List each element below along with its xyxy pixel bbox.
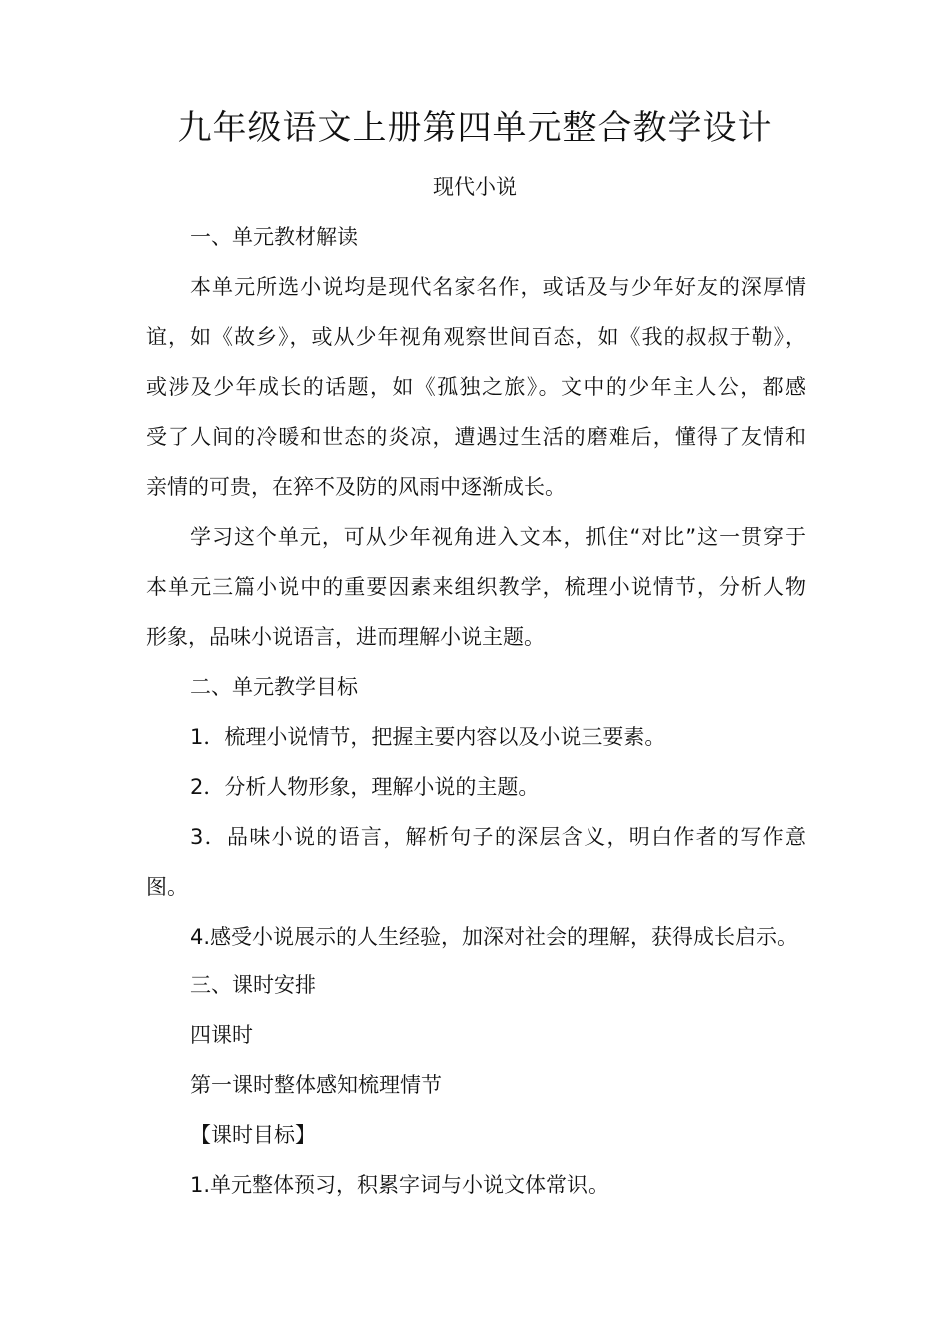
paragraph-line: 本单元三篇小说中的重要因素来组织教学，梳理小说情节，分析人物 <box>146 575 806 599</box>
document-subtitle: 现代小说 <box>433 175 517 199</box>
paragraph-line: 受了人间的冷暖和世态的炎凉，遭遇过生活的磨难后，懂得了友情和 <box>146 425 806 449</box>
paragraph-line: 形象，品味小说语言，进而理解小说主题。 <box>146 625 545 649</box>
paragraph-line: 本单元所选小说均是现代名家名作，或话及与少年好友的深厚情 <box>190 275 806 299</box>
lesson1-goal-heading: 【课时目标】 <box>190 1123 316 1147</box>
paragraph-line: 或涉及少年成长的话题，如《孤独之旅》。文中的少年主人公，都感 <box>146 375 806 399</box>
goal-item-1: 1．梳理小说情节，把握主要内容以及小说三要素。 <box>190 725 666 749</box>
paragraph-line: 亲情的可贵，在猝不及防的风雨中逐渐成长。 <box>146 475 566 499</box>
lesson-count: 四课时 <box>190 1023 253 1047</box>
goal-item-4: 4.感受小说展示的人生经验，加深对社会的理解，获得成长启示。 <box>190 925 799 949</box>
lesson1-goal-1: 1.单元整体预习，积累字词与小说文体常识。 <box>190 1173 610 1197</box>
paragraph-line: 谊，如《故乡》，或从少年视角观察世间百态，如《我的叔叔于勒》， <box>146 325 806 349</box>
goal-item-2: 2．分析人物形象，理解小说的主题。 <box>190 775 540 799</box>
paragraph-line: 学习这个单元，可从少年视角进入文本，抓住“对比”这一贯穿于 <box>190 525 806 549</box>
section-heading-1: 一、单元教材解读 <box>190 225 358 249</box>
document-title: 九年级语文上册第四单元整合教学设计 <box>177 108 773 148</box>
section-heading-2: 二、单元教学目标 <box>190 675 358 699</box>
section-heading-3: 三、课时安排 <box>190 973 316 997</box>
lesson1-title: 第一课时整体感知梳理情节 <box>190 1073 442 1097</box>
goal-item-3: 3．品味小说的语言，解析句子的深层含义，明白作者的写作意 <box>190 825 806 849</box>
goal-item-3-continued: 图。 <box>146 875 188 899</box>
